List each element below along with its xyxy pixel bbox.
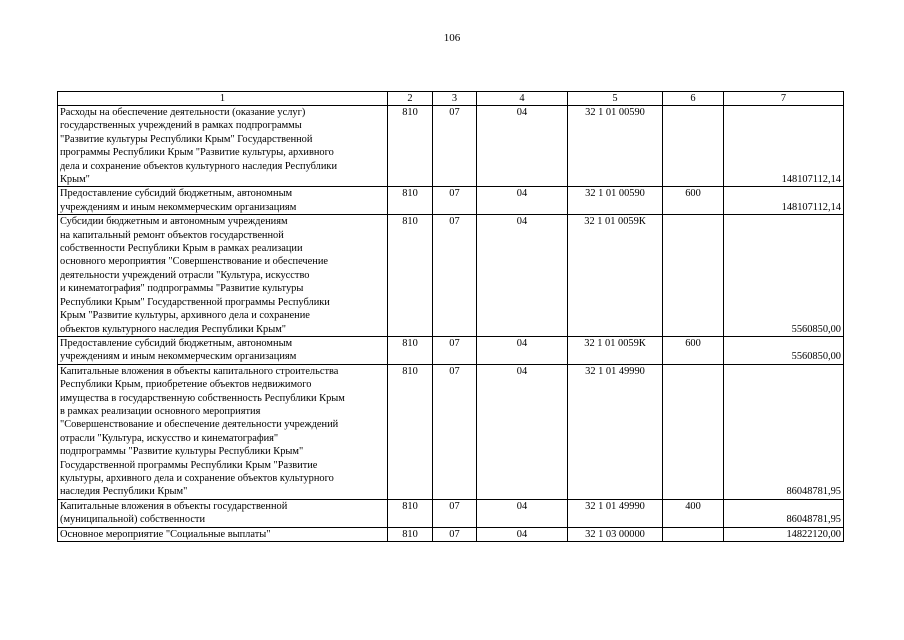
description-line: Капитальные вложения в объекты государственной xyxy=(60,500,288,512)
expense-type-cell: 600 xyxy=(663,336,724,364)
target-article-cell: 32 1 01 00590 xyxy=(568,187,663,215)
header-col-3: 3 xyxy=(433,92,477,106)
row-description xyxy=(58,215,388,337)
section-code-cell: 07 xyxy=(433,364,477,499)
description-line: Расходы на обеспечение деятельности (оказание услуг) xyxy=(60,107,306,118)
expense-type-cell xyxy=(663,364,724,499)
expense-type-cell xyxy=(663,106,724,187)
subsection-code-cell: 04 xyxy=(477,106,568,187)
expense-type-cell xyxy=(663,527,724,541)
target-article-cell: 32 1 01 0059К xyxy=(568,336,663,364)
target-article-cell: 32 1 01 49990 xyxy=(568,499,663,527)
description-line: и кинематография" подпрограммы "Развитие культуры xyxy=(60,283,304,295)
description-line: учреждениям и иным некоммерческим организациям xyxy=(60,201,297,213)
ministry-code-cell: 810 xyxy=(388,499,433,527)
description-line: Республики Крым" Государственной программы Республики xyxy=(60,296,330,308)
subsection-code-cell: 04 xyxy=(477,499,568,527)
description-line: собственности Республики Крым в рамках реализации xyxy=(60,243,303,255)
ministry-code-cell: 810 xyxy=(388,187,433,215)
table-row xyxy=(58,215,844,337)
expense-type-cell: 400 xyxy=(663,499,724,527)
subsection-code-cell: 04 xyxy=(477,527,568,541)
ministry-code-cell: 810 xyxy=(388,364,433,499)
description-line: Республики Крым, приобретение объектов недвижимого xyxy=(60,379,312,391)
description-line: (муниципальной) собственности xyxy=(60,514,206,526)
expense-type-cell xyxy=(663,215,724,337)
amount-cell: 86048781,95 xyxy=(724,364,844,499)
table-row xyxy=(58,499,844,527)
description-line: Государственной программы Республики Крым "Развитие xyxy=(60,459,318,471)
row-description xyxy=(58,364,388,499)
amount-cell: 5560850,00 xyxy=(724,215,844,337)
ministry-code-cell: 810 xyxy=(388,336,433,364)
table-body xyxy=(58,106,844,542)
table-header-row xyxy=(58,92,844,106)
subsection-code-cell: 04 xyxy=(477,187,568,215)
row-description xyxy=(58,527,388,541)
row-description xyxy=(58,499,388,527)
header-col-6: 6 xyxy=(663,92,724,106)
page-number: 106 xyxy=(443,32,461,44)
header-col-2: 2 xyxy=(388,92,433,106)
description-line: Предоставление субсидий бюджетным, автономным xyxy=(60,188,293,200)
ministry-code-cell: 810 xyxy=(388,106,433,187)
table-row xyxy=(58,106,844,187)
header-col-1: 1 xyxy=(58,92,388,106)
table-row xyxy=(58,527,844,541)
section-code-cell: 07 xyxy=(433,215,477,337)
amount-cell: 5560850,00 xyxy=(724,336,844,364)
description-line: программы Республики Крым "Развитие культуры, архивного xyxy=(60,147,334,159)
description-line: наследия Республики Крым" xyxy=(60,486,188,498)
description-line: государственных учреждений в рамках подпрограммы xyxy=(60,120,302,132)
amount-cell: 148107112,14 xyxy=(724,187,844,215)
subsection-code-cell: 04 xyxy=(477,336,568,364)
target-article-cell: 32 1 03 00000 xyxy=(568,527,663,541)
ministry-code-cell: 810 xyxy=(388,527,433,541)
description-line: Крым "Развитие культуры, архивного дела и сохранение xyxy=(60,310,310,322)
section-code-cell: 07 xyxy=(433,499,477,527)
header-col-4: 4 xyxy=(477,92,568,106)
row-description xyxy=(58,106,388,187)
header-col-5: 5 xyxy=(568,92,663,106)
description-line: отрасли "Культура, искусство и кинематография" xyxy=(60,432,279,444)
table-row xyxy=(58,364,844,499)
description-line: объектов культурного наследия Республики Крым" xyxy=(60,323,287,335)
description-line: "Совершенствование и обеспечение деятельности учреждений xyxy=(60,419,339,431)
amount-cell: 14822120,00 xyxy=(724,527,844,541)
description-line: основного мероприятия "Совершенствование и обеспечение xyxy=(60,256,328,268)
description-line: в рамках реализации основного мероприятия xyxy=(60,405,261,417)
description-line: подпрограммы "Развитие культуры Республики Крым" xyxy=(60,446,304,458)
description-line: "Развитие культуры Республики Крым" Государственной xyxy=(60,133,313,145)
table-row xyxy=(58,187,844,215)
description-line: Основное мероприятие "Социальные выплаты" xyxy=(60,528,271,540)
description-line: Предоставление субсидий бюджетным, автономным xyxy=(60,337,293,349)
section-code-cell: 07 xyxy=(433,527,477,541)
section-code-cell: 07 xyxy=(433,336,477,364)
description-line: имущества в государственную собственность Республики Крым xyxy=(60,392,345,404)
description-line: Крым" xyxy=(60,174,90,186)
row-description xyxy=(58,187,388,215)
amount-cell: 148107112,14 xyxy=(724,106,844,187)
header-col-7: 7 xyxy=(724,92,844,106)
amount-cell: 86048781,95 xyxy=(724,499,844,527)
subsection-code-cell: 04 xyxy=(477,215,568,337)
description-line: Капитальные вложения в объекты капитального строительства xyxy=(60,365,339,377)
target-article-cell: 32 1 01 0059К xyxy=(568,215,663,337)
description-line: на капитальный ремонт объектов государственной xyxy=(60,229,284,241)
section-code-cell: 07 xyxy=(433,106,477,187)
description-line: деятельности учреждений отрасли "Культура, искусство xyxy=(60,269,310,281)
description-line: Субсидии бюджетным и автономным учреждениям xyxy=(60,216,288,228)
description-line: учреждениям и иным некоммерческим организациям xyxy=(60,351,297,363)
row-description xyxy=(58,336,388,364)
expense-type-cell: 600 xyxy=(663,187,724,215)
subsection-code-cell: 04 xyxy=(477,364,568,499)
description-line: культуры, архивного дела и сохранение объектов культурного xyxy=(60,472,334,484)
budget-table xyxy=(57,91,844,542)
description-line: дела и сохранение объектов культурного наследия Республики xyxy=(60,160,338,172)
target-article-cell: 32 1 01 49990 xyxy=(568,364,663,499)
target-article-cell: 32 1 01 00590 xyxy=(568,106,663,187)
ministry-code-cell: 810 xyxy=(388,215,433,337)
table-row xyxy=(58,336,844,364)
section-code-cell: 07 xyxy=(433,187,477,215)
